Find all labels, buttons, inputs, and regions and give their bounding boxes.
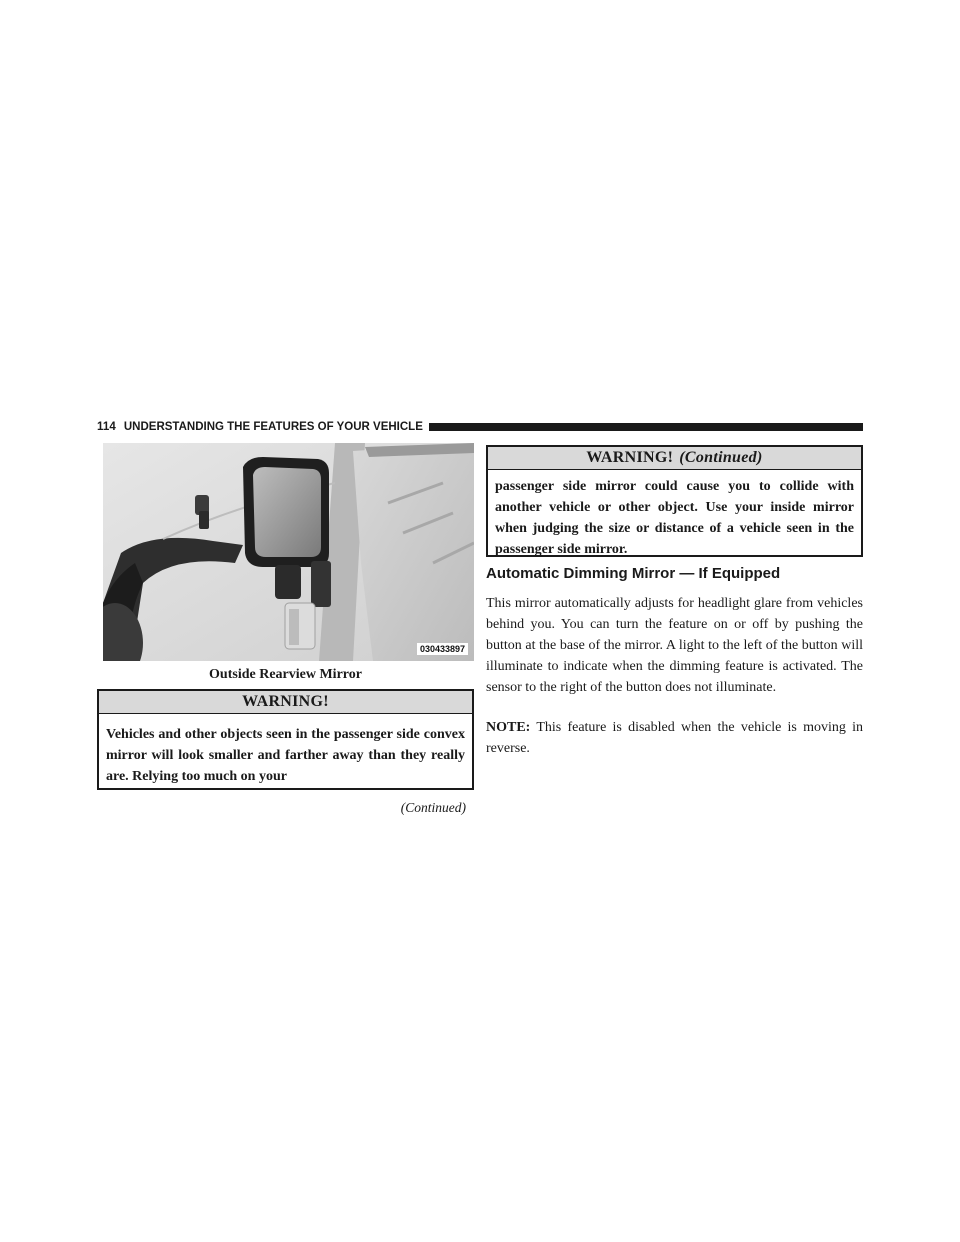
page-number: 114	[97, 421, 116, 433]
figure-code: 030433897	[417, 643, 468, 655]
note-paragraph	[486, 717, 863, 759]
warning-title-suffix: (Continued)	[679, 449, 763, 466]
page-header	[97, 419, 863, 435]
warning-body: Vehicles and other objects seen in the passenger side convex mirror will look smaller and farther away than they really are. Relying too much on your	[106, 727, 465, 784]
warning-body: passenger side mirror could cause you to collide with another vehicle or other object. Use your inside mirror when judging the size or distance of a vehicle seen in the passenger side mirror.	[495, 479, 854, 557]
warning-continued-box	[486, 445, 863, 557]
warning-title	[99, 691, 472, 714]
note-label: NOTE:	[486, 720, 531, 735]
mirror-figure	[103, 443, 474, 661]
note-text: This feature is disabled when the vehicle is moving in reverse.	[486, 720, 863, 756]
warning-title-text: WARNING!	[242, 693, 329, 710]
chapter-title: UNDERSTANDING THE FEATURES OF YOUR VEHICLE	[123, 421, 423, 433]
header-rule	[429, 423, 863, 431]
section-paragraph: This mirror automatically adjusts for headlight glare from vehicles behind you. You can turn the feature on or off by pushing the button at the base of the mirror. A light to the left of the button will illuminate to indicate when the dimming feature is activated. The sensor to the right of the button does not illuminate.	[486, 596, 863, 695]
warning-box	[97, 689, 474, 790]
figure-caption: Outside Rearview Mirror	[209, 667, 362, 682]
mirror-illustration	[103, 443, 474, 661]
section-heading: Automatic Dimming Mirror — If Equipped	[486, 565, 781, 582]
warning-title-text: WARNING!	[586, 449, 674, 466]
continued-note: (Continued)	[400, 800, 466, 815]
warning-title	[488, 447, 861, 470]
